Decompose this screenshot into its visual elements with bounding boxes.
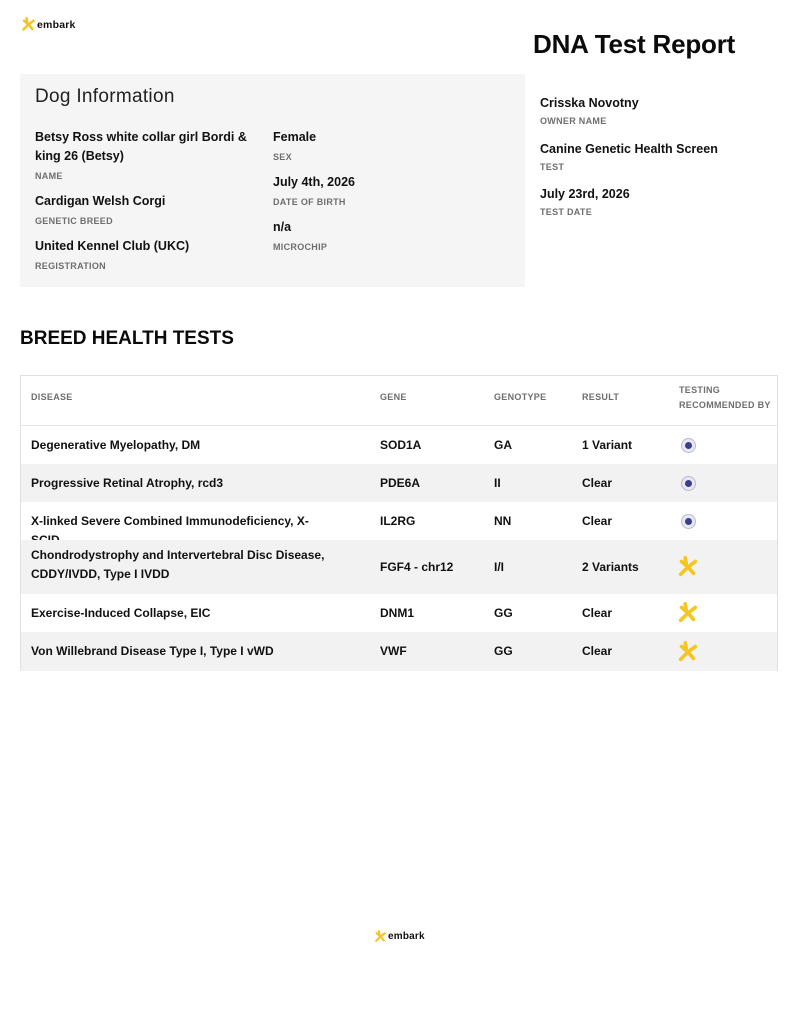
microchip-field — [273, 218, 503, 252]
genetic-breed-value: Cardigan Welsh Corgi — [35, 194, 166, 208]
table-header — [21, 376, 777, 426]
table-row — [21, 632, 777, 671]
embark-logo — [21, 17, 76, 32]
ofa-seal-icon — [681, 438, 696, 453]
dog-information-panel — [20, 74, 525, 287]
disease-cell: Von Willebrand Disease Type I, Type I vWD — [31, 644, 274, 658]
gene-cell: FGF4 - chr12 — [380, 560, 454, 574]
disease-cell: Exercise-Induced Collapse, EIC — [31, 606, 211, 620]
embark-footer-logo — [374, 930, 425, 943]
date-of-birth-field — [273, 173, 503, 207]
genotype-cell: GG — [494, 644, 513, 658]
test-label: TEST — [540, 162, 565, 172]
registration-label: REGISTRATION — [35, 261, 106, 271]
dog-information-heading: Dog Information — [35, 86, 175, 107]
header-recommended-line2: RECOMMENDED BY — [679, 400, 771, 410]
result-cell: Clear — [582, 606, 613, 620]
table-row — [21, 540, 777, 594]
sex-field — [273, 128, 503, 162]
header-gene: GENE — [380, 392, 407, 402]
embark-logo-icon — [677, 556, 699, 578]
embark-logo-icon — [374, 930, 387, 943]
result-cell: 1 Variant — [582, 438, 633, 452]
ofa-seal-icon — [681, 514, 696, 529]
genetic-breed-label: GENETIC BREED — [35, 216, 113, 226]
header-genotype: GENOTYPE — [494, 392, 547, 402]
dog-name-value: Betsy Ross white collar girl Bordi & king 26 (Betsy) — [35, 130, 247, 163]
disease-cell: Chondrodystrophy and Intervertebral Disc Disease, CDDY/IVDD, Type I IVDD — [31, 548, 325, 581]
genetic-breed-field — [35, 192, 270, 226]
embark-logo-icon — [677, 602, 699, 624]
result-cell: Clear — [582, 514, 613, 528]
embark-logo-icon — [677, 641, 699, 663]
dog-name-label: NAME — [35, 171, 63, 181]
genotype-cell: I/I — [494, 560, 505, 574]
owner-name-value: Crisska Novotny — [540, 96, 639, 110]
date-of-birth-value: July 4th, 2026 — [273, 175, 355, 189]
disease-cell: X-linked Severe Combined Immunodeficiency, X- — [31, 514, 309, 528]
owner-name-field — [540, 95, 639, 126]
table-row — [21, 464, 777, 502]
sex-label: SEX — [273, 152, 292, 162]
test-date-field — [540, 186, 630, 217]
gene-cell: PDE6A — [380, 476, 421, 490]
gene-cell: SOD1A — [380, 438, 422, 452]
genotype-cell: II — [494, 476, 501, 490]
report-title: DNA Test Report — [533, 29, 736, 59]
breed-health-tests-table — [20, 375, 778, 671]
microchip-value: n/a — [273, 220, 292, 234]
breed-health-tests-heading: BREED HEALTH TESTS — [20, 328, 234, 349]
genotype-cell: GG — [494, 606, 513, 620]
test-date-value: July 23rd, 2026 — [540, 187, 630, 201]
registration-field — [35, 237, 270, 271]
result-cell: Clear — [582, 476, 613, 490]
ofa-seal-icon — [681, 476, 696, 491]
embark-footer-wordmark: embark — [388, 931, 425, 942]
header-recommended-line1: TESTING — [679, 385, 721, 395]
owner-name-label: OWNER NAME — [540, 116, 607, 126]
test-date-label: TEST DATE — [540, 207, 593, 217]
result-cell: 2 Variants — [582, 560, 639, 574]
sex-value: Female — [273, 130, 317, 144]
test-value: Canine Genetic Health Screen — [540, 142, 718, 156]
header-recommended — [679, 383, 771, 413]
header-disease: DISEASE — [31, 392, 73, 402]
disease-cell: Degenerative Myelopathy, DM — [31, 438, 201, 452]
microchip-label: MICROCHIP — [273, 242, 328, 252]
test-field — [540, 141, 718, 172]
result-cell: Clear — [582, 644, 613, 658]
header-result: RESULT — [582, 392, 620, 402]
embark-logo-icon — [21, 17, 36, 32]
registration-value: United Kennel Club (UKC) — [35, 239, 190, 253]
genotype-cell: GA — [494, 438, 512, 452]
table-row — [21, 502, 777, 540]
gene-cell: DNM1 — [380, 606, 415, 620]
disease-cell: Progressive Retinal Atrophy, rcd3 — [31, 476, 224, 490]
genotype-cell: NN — [494, 514, 512, 528]
table-body — [21, 426, 777, 671]
table-row — [21, 594, 777, 632]
table-row — [21, 426, 777, 464]
gene-cell: VWF — [380, 644, 407, 658]
date-of-birth-label: DATE OF BIRTH — [273, 197, 346, 207]
embark-wordmark: embark — [37, 18, 76, 31]
gene-cell: IL2RG — [380, 514, 416, 528]
dog-name-field — [35, 128, 270, 181]
